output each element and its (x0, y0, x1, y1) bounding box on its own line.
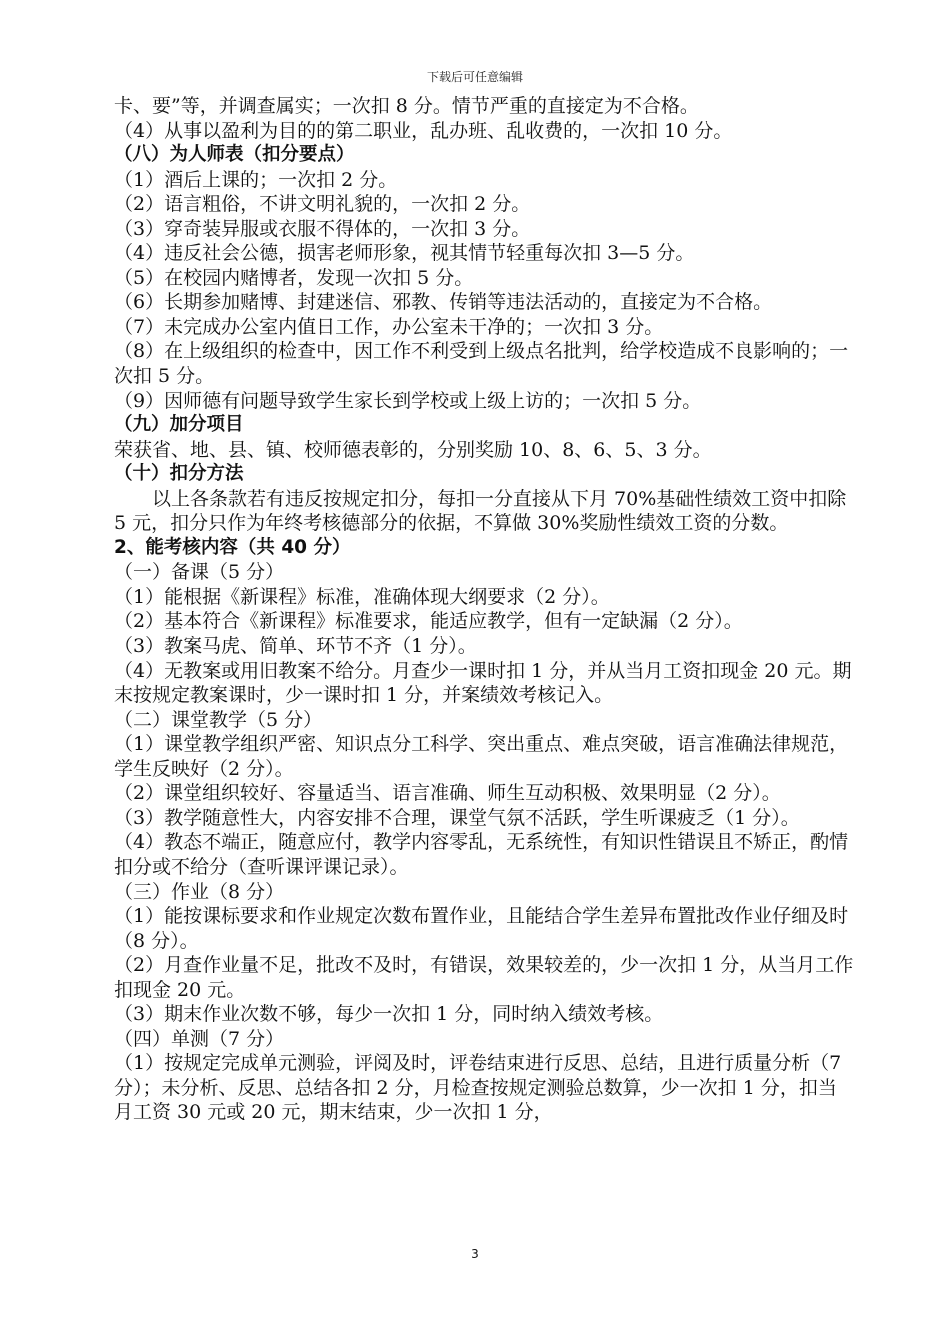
paragraph: （3）期末作业次数不够，每少一次扣 1 分，同时纳入绩效考核。 (114, 1003, 664, 1026)
paragraph: （1）能按课标要求和作业规定次数布置作业，且能结合学生差异布置批改作业仔细及时（8 分）。 (114, 905, 849, 952)
page-header: 下载后可任意编辑 (426, 70, 523, 84)
paragraph: （二）课堂教学（5 分） (114, 708, 323, 731)
paragraph: （2）基本符合《新课程》标准要求，能适应教学，但有一定缺漏（2 分）。 (114, 610, 743, 633)
paragraph: （4）教态不端正，随意应付，教学内容零乱，无系统性，有知识性错误且不矫正，酌情扣分或不给分（查听课评课记录）。 (114, 831, 849, 878)
paragraph: （9）因师德有问题导致学生家长到学校或上级上访的；一次扣 5 分。 (114, 389, 702, 412)
paragraph: （1）课堂教学组织严密、知识点分工科学、突出重点、难点突破，语言准确法律规范，学生反映好（2 分）。 (114, 733, 849, 780)
paragraph: （3）穿奇装异服或衣服不得体的，一次扣 3 分。 (114, 217, 531, 240)
paragraph: （4）无教案或用旧教案不给分。月查少一课时扣 1 分，并从当月工资扣现金 20 元。期末按规定教案课时，少一课时扣 1 分，并案绩效考核记入。 (114, 659, 852, 707)
paragraph: （8）在上级组织的检查中，因工作不利受到上级点名批判，给学校造成不良影响的；一次扣 5 分。 (114, 340, 849, 388)
section-heading: （十）扣分方法 (114, 463, 244, 485)
paragraph: （3）教学随意性大，内容安排不合理，课堂气氛不活跃，学生听课疲乏（1 分）。 (114, 806, 800, 829)
paragraph: （5）在校园内赌博者，发现一次扣 5 分。 (114, 266, 474, 289)
paragraph: （4）违反社会公德，损害老师形象，视其情节轻重每次扣 3—5 分。 (114, 242, 695, 265)
paragraph: 卡、要”等，并调查属实；一次扣 8 分。情节严重的直接定为不合格。 (114, 95, 699, 117)
paragraph: （三）作业（8 分） (114, 880, 285, 903)
section-heading: （八）为人师表（扣分要点） (114, 144, 355, 166)
paragraph: 荣获省、地、县、镇、校师德表彰的，分别奖励 10、8、6、5、3 分。 (114, 438, 712, 461)
paragraph: （4）从事以盈利为目的的第二职业，乱办班、乱收费的，一次扣 10 分。 (114, 119, 733, 142)
section-heading: （九）加分项目 (114, 414, 244, 436)
paragraph: （2）语言粗俗，不讲文明礼貌的，一次扣 2 分。 (114, 193, 531, 216)
paragraph: （1）酒后上课的；一次扣 2 分。 (114, 168, 398, 191)
page-number: 3 (471, 1247, 479, 1261)
paragraph: （四）单测（7 分） (114, 1027, 285, 1050)
paragraph: （1）按规定完成单元测验，评阅及时，评卷结束进行反思、总结，且进行质量分析（7 分）；未分析、反思、总结各扣 2 分，月检查按规定测验总数算，少一次扣 1 分，扣当月工资 30 元或 20 元，期末结束，少一次扣 1 分， (114, 1052, 842, 1124)
section-heading: 2、能考核内容（共 40 分） (114, 536, 351, 558)
paragraph: （3）教案马虎、简单、环节不齐（1 分）。 (114, 635, 477, 658)
paragraph: （6）长期参加赌博、封建迷信、邪教、传销等违法活动的，直接定为不合格。 (114, 291, 773, 314)
paragraph: （2）课堂组织较好、容量适当、语言准确、师生互动积极、效果明显（2 分）。 (114, 782, 781, 805)
paragraph: （7）未完成办公室内值日工作，办公室未干净的；一次扣 3 分。 (114, 315, 664, 338)
paragraph: （一）备课（5 分） (114, 561, 285, 584)
paragraph: 以上各条款若有违反按规定扣分，每扣一分直接从下月 70%基础性绩效工资中扣除 5 元，扣分只作为年终考核德部分的依据，不算做 30%奖励性绩效工资的分数。 (114, 487, 847, 535)
document-body (114, 94, 854, 1125)
paragraph: （1）能根据《新课程》标准，准确体现大纲要求（2 分）。 (114, 585, 610, 608)
paragraph: （2）月查作业量不足，批改不及时，有错误，效果较差的，少一次扣 1 分，从当月工作扣现金 20 元。 (114, 954, 854, 1001)
